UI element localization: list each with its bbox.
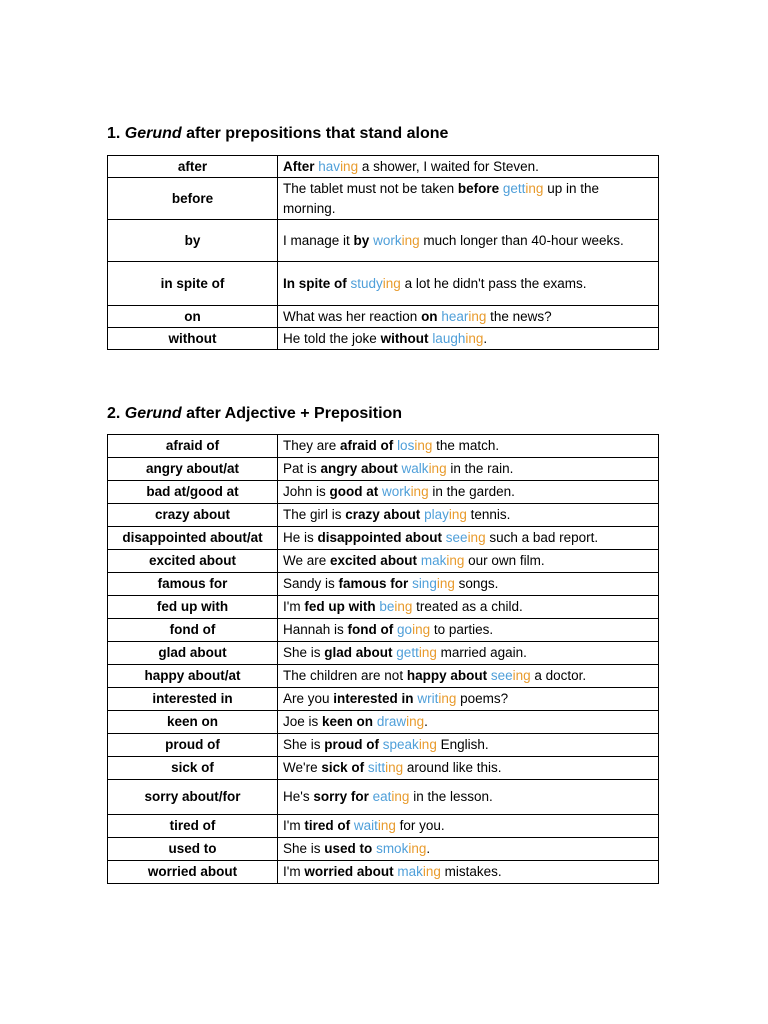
gerund-suffix: ing <box>465 330 484 346</box>
sentence-text: up in the morning. <box>283 180 599 216</box>
sentence-text: She is <box>283 841 325 856</box>
gerund-stem: work <box>382 484 411 499</box>
example-cell <box>278 838 659 861</box>
gerund-stem: gett <box>396 645 419 660</box>
gerund-word: Gerund <box>124 125 182 142</box>
example-cell <box>278 573 659 596</box>
sentence-text: I'm <box>283 818 305 833</box>
keyword-phrase: good at <box>329 484 379 499</box>
sentence-text: songs. <box>454 576 499 591</box>
gerund-suffix: ing <box>418 645 437 660</box>
gerund-stem: speak <box>382 737 419 752</box>
term-cell: interested in <box>108 688 278 711</box>
table-row <box>108 481 659 504</box>
example-cell <box>278 156 659 178</box>
sentence-text: I'm <box>283 864 305 879</box>
gerund-suffix: ing <box>525 180 544 196</box>
term-cell: keen on <box>108 711 278 734</box>
gerund-suffix: ing <box>428 461 447 476</box>
sentence-text: the news? <box>486 308 552 324</box>
gerund-stem: hear <box>441 308 469 324</box>
sentence-text: We're <box>283 760 322 775</box>
term-cell: tired of <box>108 815 278 838</box>
term-cell: sorry about/for <box>108 780 278 815</box>
keyword-phrase: afraid of <box>340 438 394 453</box>
sentence-text: poems? <box>456 691 509 706</box>
term-cell: crazy about <box>108 504 278 527</box>
gerund-suffix: ing <box>438 691 457 706</box>
gerund-stem: gett <box>502 180 526 196</box>
sentence-text: Pat is <box>283 461 321 476</box>
gerund-suffix: ing <box>414 438 433 453</box>
gerund-suffix: ing <box>408 841 427 856</box>
keyword-phrase: In spite of <box>283 275 347 291</box>
table-row <box>108 156 659 178</box>
term-cell: glad about <box>108 642 278 665</box>
gerund-stem: see <box>445 530 468 545</box>
table-row <box>108 328 659 350</box>
example-cell <box>278 262 659 306</box>
example-cell <box>278 504 659 527</box>
keyword-phrase: before <box>457 180 500 196</box>
gerund-stem: study <box>350 275 383 291</box>
example-cell <box>278 481 659 504</box>
section-number: 2. <box>107 405 121 422</box>
gerund-stem: mak <box>420 553 447 568</box>
term-cell: famous for <box>108 573 278 596</box>
gerund-suffix: ing <box>412 622 431 637</box>
term-cell: bad at/good at <box>108 481 278 504</box>
table-row <box>108 435 659 458</box>
gerund-stem: draw <box>376 714 407 729</box>
keyword-phrase: sick of <box>321 760 365 775</box>
prepositions-table-body <box>108 156 659 350</box>
sentence-text: tennis. <box>466 507 511 522</box>
term-cell: fed up with <box>108 596 278 619</box>
gerund-suffix: ing <box>340 158 359 174</box>
term-cell: afraid of <box>108 435 278 458</box>
table-row <box>108 504 659 527</box>
term-cell: by <box>108 220 278 262</box>
table-row <box>108 596 659 619</box>
term-cell: angry about/at <box>108 458 278 481</box>
gerund-suffix: ing <box>377 818 396 833</box>
sentence-text: a shower, I waited for Steven. <box>358 158 539 174</box>
gerund-stem: laugh <box>432 330 466 346</box>
sentence-text: John is <box>283 484 330 499</box>
section-2-title <box>107 404 402 424</box>
example-cell <box>278 306 659 328</box>
example-cell <box>278 220 659 262</box>
gerund-stem: sitt <box>367 760 386 775</box>
gerund-stem: walk <box>401 461 429 476</box>
keyword-phrase: crazy about <box>345 507 421 522</box>
table-row <box>108 619 659 642</box>
sentence-text: married again. <box>436 645 527 660</box>
section-title-text: after prepositions that stand alone <box>186 125 449 142</box>
term-cell: fond of <box>108 619 278 642</box>
sentence-text: treated as a child. <box>412 599 523 614</box>
section-title-text: after Adjective + Preposition <box>186 405 403 422</box>
example-cell <box>278 642 659 665</box>
gerund-stem: be <box>379 599 395 614</box>
table-row <box>108 550 659 573</box>
gerund-suffix: ing <box>418 737 437 752</box>
example-cell <box>278 596 659 619</box>
keyword-phrase: without <box>380 330 429 346</box>
gerund-suffix: ing <box>436 576 455 591</box>
gerund-suffix: ing <box>410 484 429 499</box>
table-row <box>108 573 659 596</box>
example-cell <box>278 178 659 220</box>
sentence-text: a lot he didn't pass the exams. <box>400 275 587 291</box>
sentence-text: She is <box>283 737 325 752</box>
term-cell: after <box>108 156 278 178</box>
sentence-text: They are <box>283 438 341 453</box>
sentence-text: the match. <box>432 438 500 453</box>
sentence-text: our own film. <box>464 553 545 568</box>
sentence-text: I'm <box>283 599 305 614</box>
sentence-text: The girl is <box>283 507 346 522</box>
sentence-text: in the rain. <box>446 461 514 476</box>
term-cell: happy about/at <box>108 665 278 688</box>
gerund-stem: go <box>397 622 413 637</box>
table-row <box>108 665 659 688</box>
prepositions-table <box>107 155 659 350</box>
table-row <box>108 838 659 861</box>
sentence-text: Sandy is <box>283 576 339 591</box>
table-row <box>108 527 659 550</box>
keyword-phrase: on <box>421 308 438 324</box>
sentence-text: much longer than 40-hour weeks. <box>419 232 624 248</box>
example-cell <box>278 711 659 734</box>
gerund-suffix: ing <box>382 275 401 291</box>
table-row <box>108 262 659 306</box>
example-cell <box>278 780 659 815</box>
term-cell: sick of <box>108 757 278 780</box>
term-cell: without <box>108 328 278 350</box>
example-cell <box>278 688 659 711</box>
section-number: 1. <box>107 125 121 142</box>
adjective-preposition-table-body <box>108 435 659 884</box>
sentence-text: around like this. <box>403 760 502 775</box>
sentence-text: a doctor. <box>530 668 587 683</box>
example-cell <box>278 619 659 642</box>
gerund-suffix: ing <box>401 232 420 248</box>
sentence-text: English. <box>436 737 489 752</box>
term-cell: on <box>108 306 278 328</box>
example-cell <box>278 757 659 780</box>
sentence-text: He told the joke <box>283 330 381 346</box>
keyword-phrase: After <box>283 158 315 174</box>
gerund-stem: eat <box>372 789 392 804</box>
gerund-suffix: ing <box>422 864 441 879</box>
example-cell <box>278 815 659 838</box>
gerund-stem: wait <box>353 818 378 833</box>
gerund-suffix: ing <box>467 530 486 545</box>
keyword-phrase: tired of <box>304 818 351 833</box>
sentence-text: in the garden. <box>428 484 515 499</box>
keyword-phrase: disappointed about <box>317 530 443 545</box>
section-1-title <box>107 124 448 144</box>
gerund-suffix: ing <box>446 553 465 568</box>
keyword-phrase: worried about <box>304 864 394 879</box>
sentence-text: The children are not <box>283 668 407 683</box>
gerund-stem: sing <box>412 576 437 591</box>
example-cell <box>278 734 659 757</box>
adjective-preposition-table <box>107 434 659 884</box>
example-cell <box>278 550 659 573</box>
keyword-phrase: famous for <box>338 576 409 591</box>
sentence-text: . <box>426 841 431 856</box>
keyword-phrase: used to <box>324 841 373 856</box>
gerund-stem: smok <box>376 841 409 856</box>
table-row <box>108 815 659 838</box>
example-cell <box>278 435 659 458</box>
term-cell: worried about <box>108 861 278 884</box>
gerund-suffix: ing <box>391 789 410 804</box>
gerund-suffix: ing <box>406 714 425 729</box>
table-row <box>108 861 659 884</box>
example-cell <box>278 665 659 688</box>
sentence-text: . <box>483 330 488 346</box>
sentence-text: He is <box>283 530 318 545</box>
sentence-text: Joe is <box>283 714 323 729</box>
gerund-suffix: ing <box>394 599 413 614</box>
gerund-suffix: ing <box>512 668 531 683</box>
keyword-phrase: glad about <box>324 645 393 660</box>
gerund-word: Gerund <box>124 405 182 422</box>
sentence-text: for you. <box>395 818 445 833</box>
table-row <box>108 757 659 780</box>
gerund-stem: los <box>397 438 415 453</box>
gerund-stem: hav <box>318 158 341 174</box>
keyword-phrase: keen on <box>322 714 374 729</box>
gerund-stem: play <box>424 507 449 522</box>
table-row <box>108 711 659 734</box>
keyword-phrase: interested in <box>333 691 414 706</box>
table-row <box>108 220 659 262</box>
gerund-suffix: ing <box>468 308 487 324</box>
term-cell: used to <box>108 838 278 861</box>
sentence-text: mistakes. <box>440 864 502 879</box>
gerund-stem: see <box>490 668 513 683</box>
keyword-phrase: sorry for <box>313 789 369 804</box>
gerund-suffix: ing <box>385 760 404 775</box>
table-row <box>108 688 659 711</box>
table-row <box>108 780 659 815</box>
term-cell: proud of <box>108 734 278 757</box>
keyword-phrase: fed up with <box>304 599 376 614</box>
sentence-text: He's <box>283 789 314 804</box>
gerund-stem: work <box>373 232 402 248</box>
term-cell: excited about <box>108 550 278 573</box>
term-cell: disappointed about/at <box>108 527 278 550</box>
keyword-phrase: excited about <box>330 553 418 568</box>
sentence-text: to parties. <box>430 622 494 637</box>
sentence-text: such a bad report. <box>485 530 599 545</box>
sentence-text: . <box>424 714 428 729</box>
sentence-text: The tablet must not be taken <box>283 180 458 196</box>
table-row <box>108 178 659 220</box>
example-cell <box>278 458 659 481</box>
table-row <box>108 306 659 328</box>
table-row <box>108 458 659 481</box>
gerund-stem: writ <box>417 691 439 706</box>
sentence-text: I manage it <box>283 232 354 248</box>
example-cell <box>278 527 659 550</box>
keyword-phrase: happy about <box>406 668 488 683</box>
sentence-text: She is <box>283 645 325 660</box>
gerund-suffix: ing <box>448 507 467 522</box>
term-cell: in spite of <box>108 262 278 306</box>
example-cell <box>278 861 659 884</box>
sentence-text: Hannah is <box>283 622 348 637</box>
gerund-stem: mak <box>397 864 423 879</box>
keyword-phrase: proud of <box>324 737 380 752</box>
keyword-phrase: angry about <box>320 461 398 476</box>
table-row <box>108 642 659 665</box>
keyword-phrase: by <box>353 232 370 248</box>
sentence-text: in the lesson. <box>409 789 493 804</box>
keyword-phrase: fond of <box>347 622 394 637</box>
sentence-text: We are <box>283 553 331 568</box>
table-row <box>108 734 659 757</box>
sentence-text: What was her reaction <box>283 308 422 324</box>
example-cell <box>278 328 659 350</box>
sentence-text: Are you <box>283 691 334 706</box>
term-cell: before <box>108 178 278 220</box>
